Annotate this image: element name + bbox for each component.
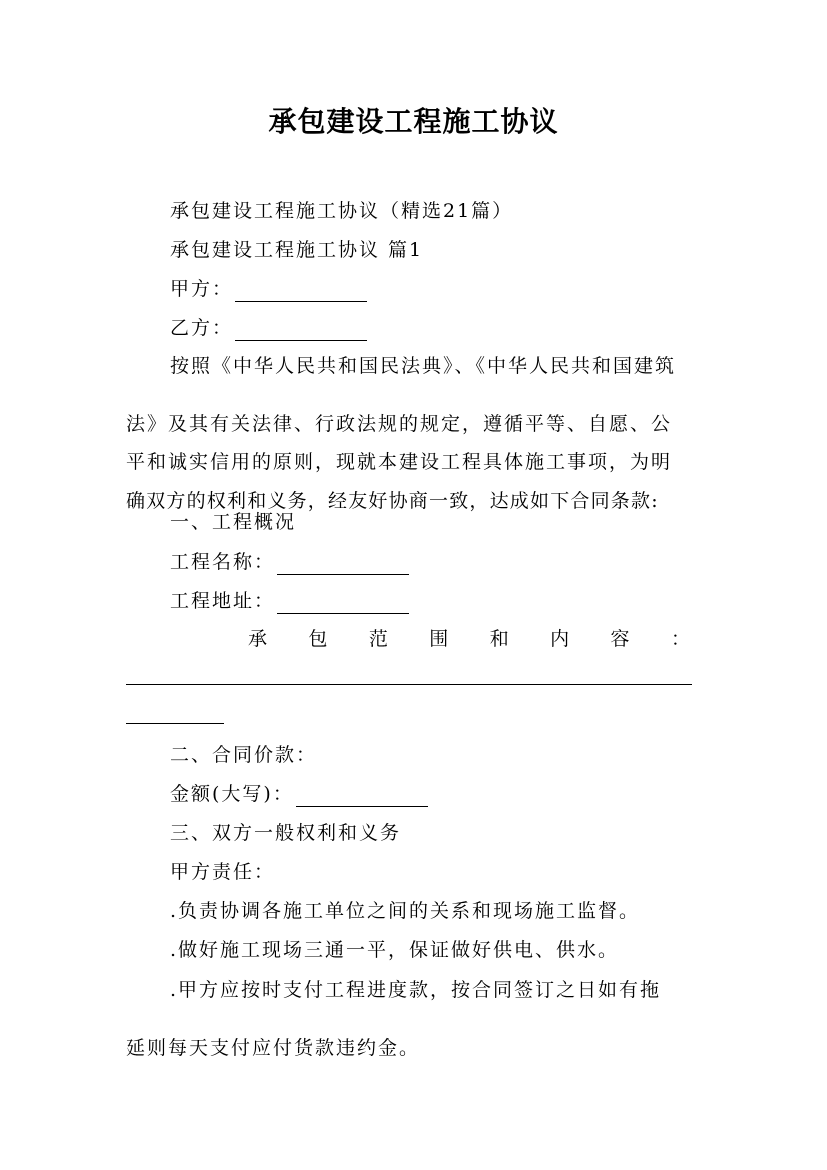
party-b-line [170, 315, 750, 341]
party-a-blank [235, 281, 367, 302]
heading-project-overview: 一、工程概况 [170, 511, 297, 533]
list-item: .负责协调各施工单位之间的关系和现场施工监督。 [170, 900, 641, 922]
project-address-label: 工程地址： [170, 590, 276, 612]
party-a-duty-heading: 甲方责任： [170, 861, 276, 883]
list-item-continuation: 延则每天支付应付货款违约金。 [126, 1037, 421, 1059]
paragraph-line: 按照《中华人民共和国民法典》、《中华人民共和国建筑 [170, 355, 677, 377]
heading-contract-price: 二、合同价款： [170, 744, 318, 766]
party-b-label: 乙方： [170, 317, 234, 339]
scope-char: 范 [368, 628, 388, 650]
party-b-blank [235, 320, 367, 341]
scope-blank-line [126, 684, 692, 685]
scope-char: 容 [610, 628, 630, 650]
scope-char: ： [670, 628, 690, 650]
paragraph-line: 平和诚实信用的原则，现就本建设工程具体施工事项，为明 [126, 451, 673, 473]
amount-blank [296, 786, 428, 807]
scope-char: 内 [550, 628, 570, 650]
project-address-blank [277, 593, 409, 614]
document-title: 承包建设工程施工协议 [268, 105, 559, 138]
amount-line [170, 781, 750, 807]
amount-label: 金额(大写)： [170, 783, 294, 805]
scope-char: 包 [308, 628, 328, 650]
project-name-blank [277, 554, 409, 575]
scope-char: 围 [429, 628, 449, 650]
project-address-line [170, 588, 750, 614]
project-name-label: 工程名称： [170, 551, 276, 573]
subtitle: 承包建设工程施工协议（精选21篇） [170, 200, 514, 222]
scope-char: 承 [248, 628, 268, 650]
party-a-line [170, 276, 750, 302]
project-name-line [170, 549, 750, 575]
scope-blank-line [126, 723, 224, 724]
scope-char: 和 [489, 628, 509, 650]
list-item: .做好施工现场三通一平，保证做好供电、供水。 [170, 939, 620, 961]
section-heading: 承包建设工程施工协议 篇1 [170, 239, 424, 261]
list-item: .甲方应按时支付工程进度款，按合同签订之日如有拖 [170, 979, 662, 1001]
scope-label [170, 626, 690, 652]
heading-rights-duties: 三、双方一般权利和义务 [170, 822, 402, 844]
party-a-label: 甲方： [170, 278, 234, 300]
paragraph-line: 确双方的权利和义务，经友好协商一致，达成如下合同条款: [126, 490, 659, 512]
paragraph-line: 法》及其有关法律、行政法规的规定，遵循平等、自愿、公 [126, 413, 673, 435]
